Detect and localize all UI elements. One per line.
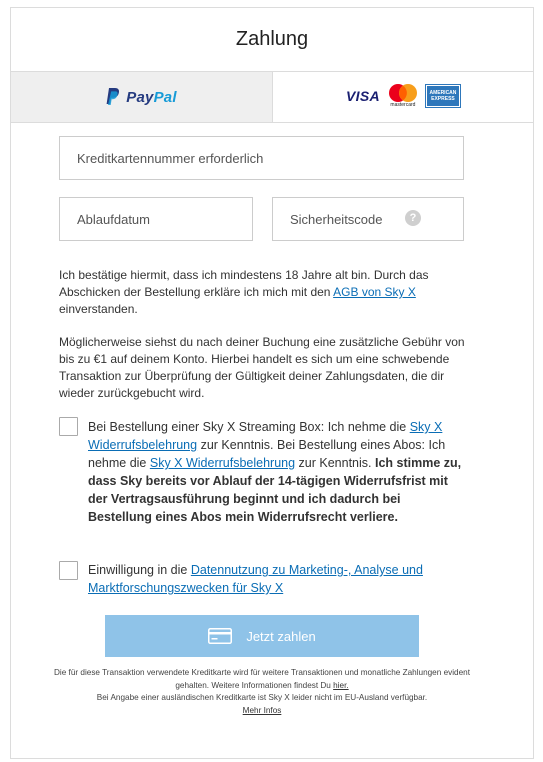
amex-line-1: AMERICAN [429, 90, 457, 96]
withdrawal-text-3: zur Kenntnis. [295, 456, 375, 470]
card-number-placeholder: Kreditkartennummer erforderlich [77, 150, 264, 166]
pay-now-label: Jetzt zahlen [246, 628, 316, 644]
withdrawal-policy-link-1[interactable]: Sky X Widerrufsbelehrung [88, 420, 443, 452]
card-brand-logos [346, 83, 460, 109]
tab-credit-card[interactable] [273, 72, 533, 122]
amex-line-2: EXPRESS [431, 96, 455, 102]
credit-card-icon [208, 628, 232, 644]
withdrawal-checkbox[interactable] [59, 417, 78, 436]
mastercard-logo [386, 83, 420, 109]
card-number-field[interactable] [59, 136, 464, 180]
footer-text-2: Bei Angabe einer ausländischen Kreditkarte ist Sky X leider nicht im EU-Ausland verfügbar. [96, 693, 428, 702]
pay-now-button[interactable] [105, 615, 419, 657]
expiry-placeholder: Ablaufdatum [77, 211, 150, 227]
footer-text-1: Die für diese Transaktion verwendete Kreditkarte wird für weitere Transaktionen und monatliche Zahlungen evident gehalten. Weitere Informationen findest Du [54, 668, 470, 690]
age-confirmation-text [59, 267, 469, 318]
more-info-link[interactable]: Mehr Infos [242, 705, 282, 715]
footer-here-link[interactable]: hier. [333, 680, 349, 690]
mastercard-wordmark: mastercard [390, 102, 416, 108]
withdrawal-policy-link-2[interactable]: Sky X Widerrufsbelehrung [149, 456, 296, 470]
footer-notice [40, 667, 484, 717]
security-code-placeholder: Sicherheitscode [290, 211, 383, 227]
agb-link[interactable]: AGB von Sky X [333, 285, 416, 299]
fee-notice-text: Möglicherweise siehst du nach deiner Buchung eine zusätzliche Gebühr von bis zu €1 auf deinem Konto. Hierbei handelt es sich um eine schwebende Transaktion zur Überprüfung der Gültigkeit deiner Zahlungsdaten, die dir wieder zurückgebucht wird. [59, 335, 465, 400]
age-text-2: einverstanden. [59, 302, 138, 316]
age-text-1: Ich bestätige hiermit, dass ich mindestens 18 Jahre alt bin. Durch das Abschicken der Bestellung erkläre ich mich mit den [59, 268, 429, 299]
withdrawal-consent-text [88, 418, 466, 526]
expiry-date-field[interactable] [59, 197, 253, 241]
question-mark-icon[interactable]: ? [405, 210, 421, 226]
security-code-field[interactable] [272, 197, 464, 241]
visa-logo: VISA [346, 88, 380, 104]
withdrawal-bold-text: Ich stimme zu, dass Sky bereits vor Ablauf der 14-tägigen Widerrufsfrist mit der Vertragsausführung beginnt und ich dadurch bei Bestellung eines Abos mein Widerrufsrecht verliere. [88, 456, 462, 524]
marketing-consent-text [88, 561, 466, 597]
paypal-mark-icon [106, 88, 120, 106]
paypal-logo [106, 88, 176, 106]
marketing-checkbox[interactable] [59, 561, 78, 580]
paypal-word-pay: Pay [126, 88, 154, 106]
amex-logo [426, 85, 460, 107]
dialog-title: Zahlung [235, 27, 309, 50]
payment-method-tabs [11, 71, 533, 123]
paypal-word-pal: Pal [153, 88, 177, 106]
tab-paypal[interactable] [11, 72, 273, 122]
mastercard-circles-icon [386, 83, 420, 103]
marketing-text-1: Einwilligung in die [88, 563, 191, 577]
withdrawal-text-2: zur Kenntnis. Bei Bestellung eines Abos: Ich nehme die [88, 438, 446, 470]
marketing-data-link[interactable]: Datennutzung zu Marketing-, Analyse und Marktforschungszwecken für Sky X [88, 563, 423, 595]
withdrawal-text-1: Bei Bestellung einer Sky X Streaming Box: Ich nehme die [88, 420, 410, 434]
